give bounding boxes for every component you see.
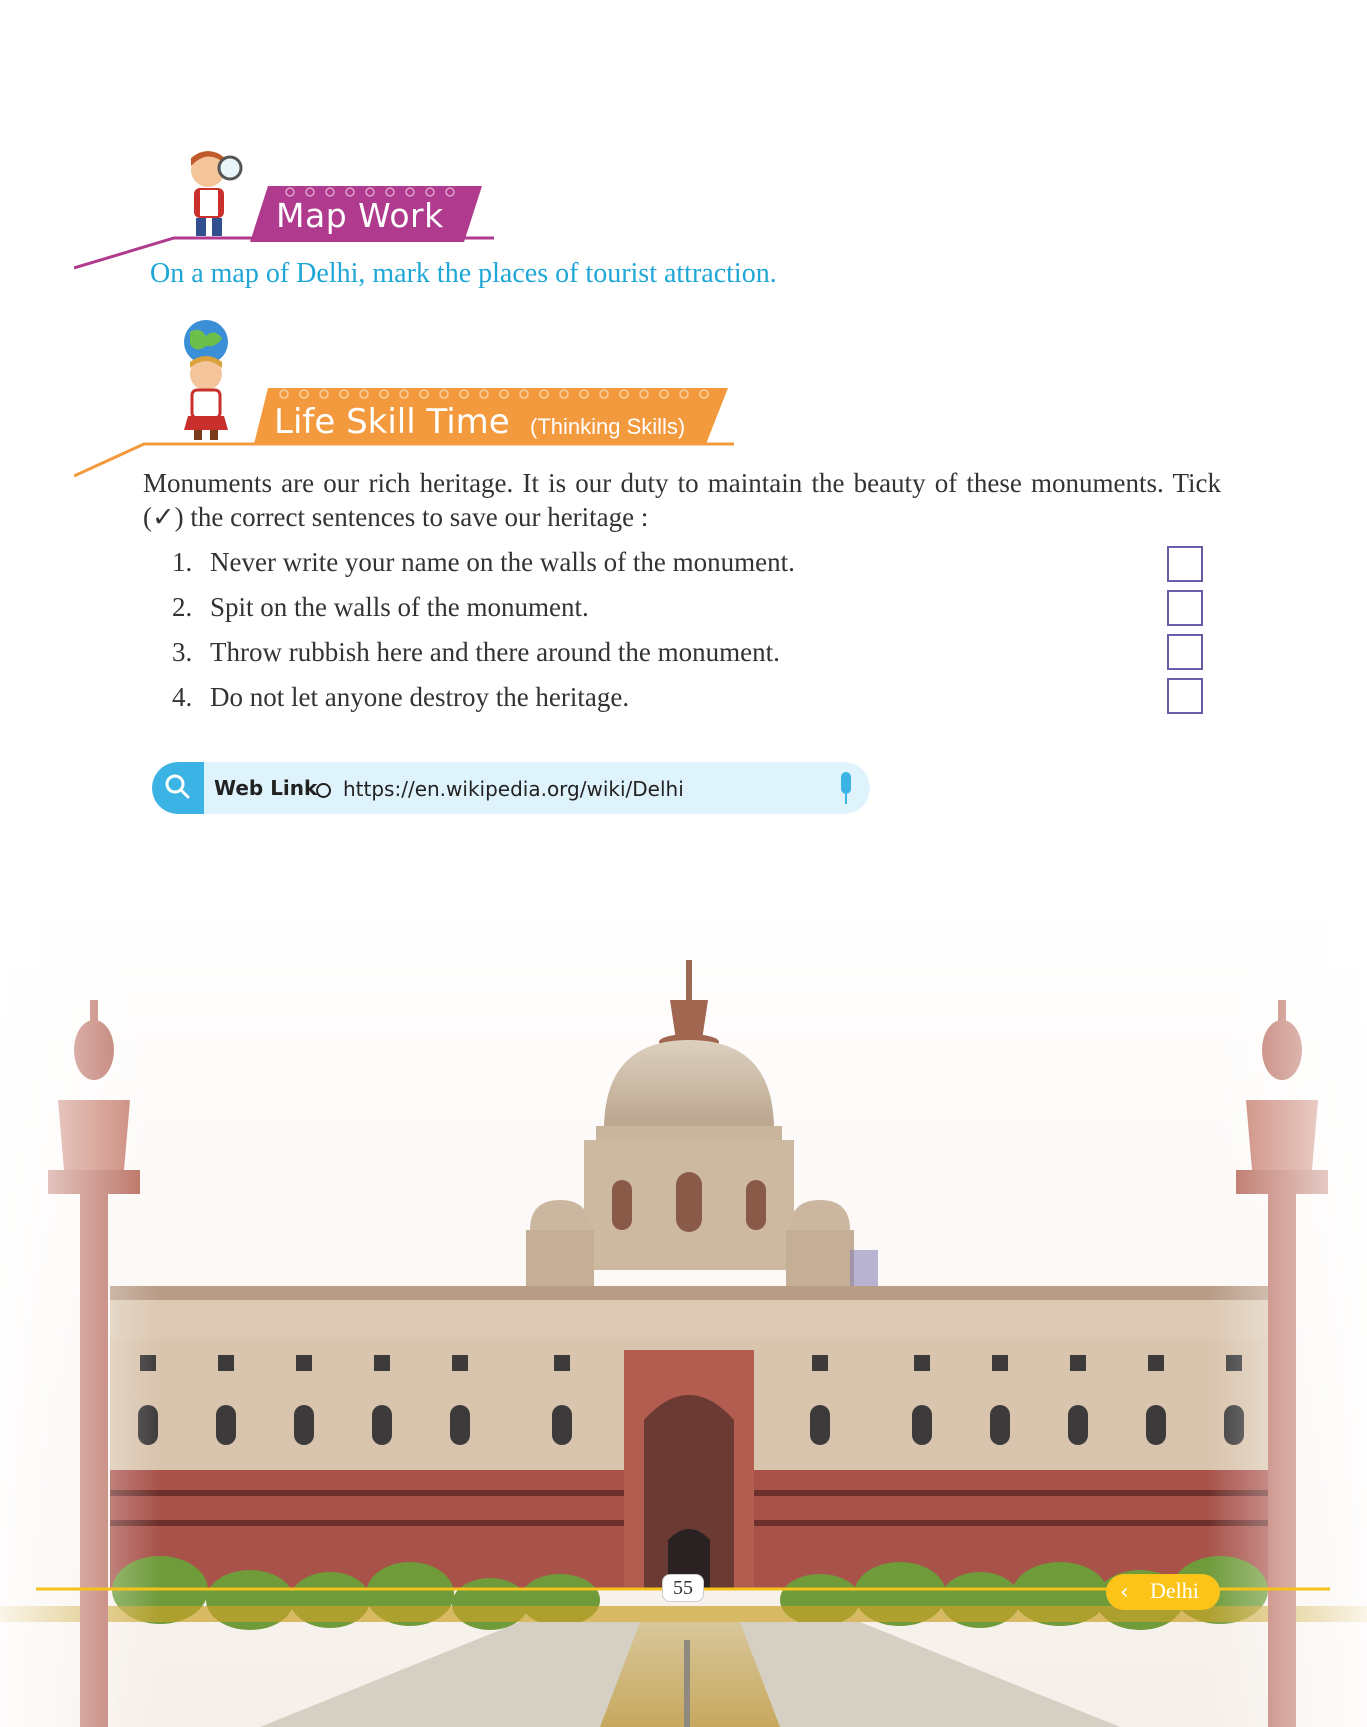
- item-text: Never write your name on the walls of the monument.: [210, 547, 795, 577]
- web-link-search-button[interactable]: [152, 762, 204, 814]
- microphone-icon: [838, 772, 854, 806]
- web-link-url[interactable]: https://en.wikipedia.org/wiki/Delhi: [343, 777, 684, 801]
- item-number: 2.: [172, 592, 193, 622]
- tick-box-1[interactable]: [1167, 546, 1203, 582]
- kid-with-globe-illustration: [170, 318, 246, 442]
- life-skill-title: Life Skill Time: [274, 402, 510, 442]
- tick-box-3[interactable]: [1167, 634, 1203, 670]
- item-text: Throw rubbish here and there around the monument.: [210, 637, 780, 667]
- tick-box-4[interactable]: [1167, 678, 1203, 714]
- bullet-circle-icon: [316, 783, 331, 798]
- search-icon: [152, 762, 204, 814]
- item-number: 4.: [172, 682, 193, 712]
- life-skill-intro: Monuments are our rich heritage. It is our duty to maintain the beauty of these monuments. Tick (✓) the correct sentences to save our heritage :: [143, 468, 1221, 532]
- chevron-left-icon: ‹: [1120, 1580, 1129, 1605]
- list-item: [172, 637, 780, 668]
- map-work-title: Map Work: [276, 196, 444, 235]
- item-number: 1.: [172, 547, 193, 577]
- list-item: [172, 682, 629, 713]
- life-skill-subtitle: (Thinking Skills): [530, 414, 686, 439]
- page-number: 55: [662, 1574, 704, 1602]
- kid-with-magnifier-illustration: [178, 148, 250, 240]
- list-item: [172, 592, 589, 623]
- map-work-instruction: On a map of Delhi, mark the places of tourist attraction.: [150, 258, 777, 289]
- item-text: Spit on the walls of the monument.: [210, 592, 589, 622]
- item-number: 3.: [172, 637, 193, 667]
- list-item: [172, 547, 795, 578]
- item-text: Do not let anyone destroy the heritage.: [210, 682, 630, 712]
- web-link-label: Web Link: [214, 776, 318, 800]
- tick-box-2[interactable]: [1167, 590, 1203, 626]
- chapter-label: Delhi: [1150, 1578, 1199, 1603]
